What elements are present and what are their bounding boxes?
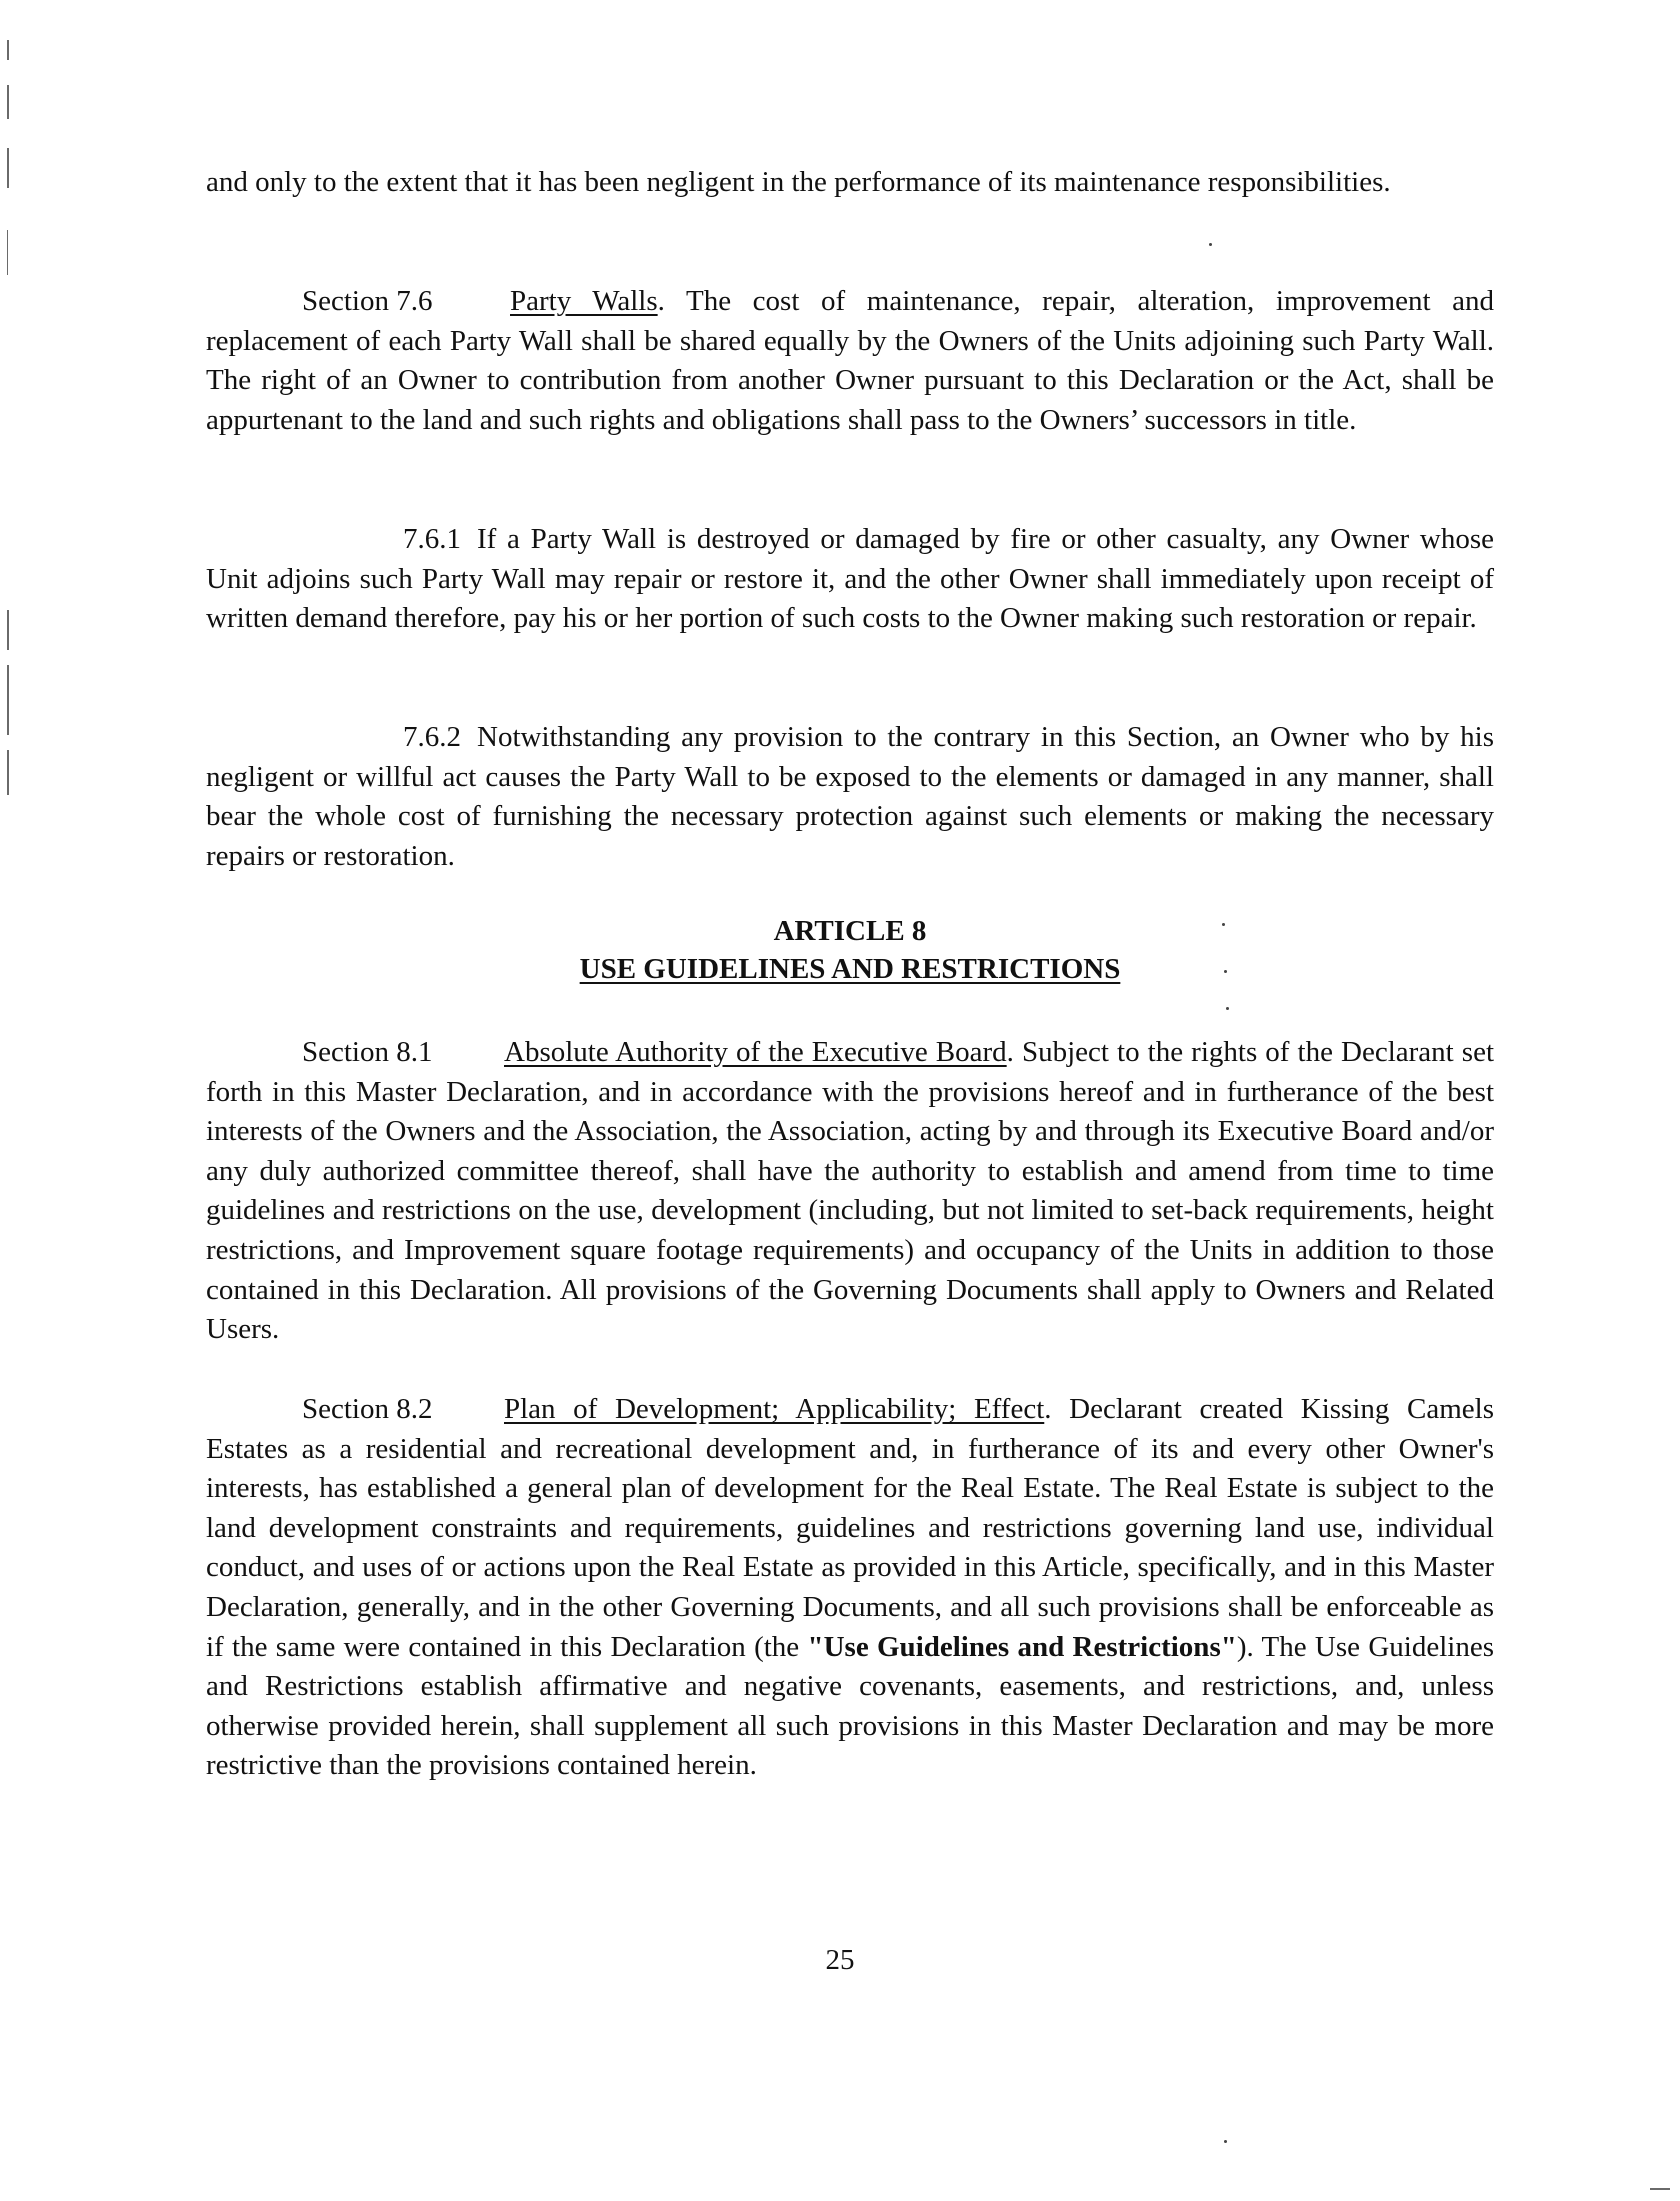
subsection-7-6-1-body: If a Party Wall is destroyed or damaged by fire or other casualty, any Owner whose Unit adjoins such Party Wall may repair or restore it, and the other Owner shall immediately upon receipt of written demand therefore, pay his or her portion of such costs to the Owner making such restoration or repair. (206, 523, 1494, 635)
section-7-6-body: The cost of maintenance, repair, alteration, improvement and replacement of each Party Wall shall be shared equally by the Owners of the Units adjoining such Party Wall. The right of an Owner to contribution from another Owner pursuant to this Declaration or the Act, shall be appurtenant to the land and such rights and obligations shall pass to the Owners’ successors in title. (206, 285, 1494, 436)
section-8-2-title: Plan of Development; Applicability; Effect (504, 1393, 1045, 1425)
section-8-2-body-a: Declarant created Kissing Camels Estates as a residential and recreational development and, in furtherance of its and every other Owner's interests, has established a general plan of development for the Real Estate. The Real Estate is subject to the land development constraints and requirements, guidelines and restrictions governing land use, individual conduct, and uses of or actions upon the Real Estate as provided in this Article, specifically, and in this Master Declaration, generally, and in the other Governing Documents, and all such provisions shall be enforceable as if the same were contained in this Declaration (the (206, 1393, 1495, 1663)
scan-artifact-left-7 (7, 750, 9, 795)
scan-artifact-corner (1650, 2188, 1670, 2190)
subsection-7-6-2 (206, 718, 1494, 876)
scan-artifact-left-3 (7, 148, 9, 188)
section-8-1: Section 8.1 Absolute Authority of the Executive Board. Subject to the rights of the Declarant set forth in this Master Declaration, and in accordance with the provisions hereof and in furtherance of the best interests of the Owners and the Association, the Association, acting by and through its Executive Board and/or any duly authorized committee thereof, shall have the authority to establish and amend from time to time guidelines and restrictions on the use, development (including, but not limited to set-back requirements, height restrictions, and Improvement square footage requirements) and occupancy of the Units in addition to those contained in this Declaration. All provisions of the Governing Documents shall apply to Owners and Related Users. (206, 1033, 1494, 1350)
section-8-2-number: Section 8.2 (302, 1393, 433, 1425)
scan-artifact-dot-4 (1226, 1007, 1229, 1010)
scan-artifact-left-1 (7, 40, 9, 60)
scan-artifact-left-2 (7, 85, 9, 119)
subsection-7-6-1 (206, 520, 1494, 639)
section-8-2-body-b: ). The Use Guidelines and Restrictions establish affirmative and negative covenants, easements, and restrictions, and, unless otherwise provided herein, shall supplement all such provisions in this Master Declaration and may be more restrictive than the provisions contained herein. (206, 1630, 1494, 1782)
article-subtitle: USE GUIDELINES AND RESTRICTIONS (579, 953, 1121, 985)
section-7-6: Section 7.6 Party Walls. The cost of maintenance, repair, alteration, improvement and replacement of each Party Wall shall be shared equally by the Owners of the Units adjoining such Party Wall. The right of an Owner to contribution from another Owner pursuant to this Declaration or the Act, shall be appurtenant to the land and such rights and obligations shall pass to the Owners’ successors in title. (206, 282, 1494, 440)
page-number: 25 (825, 1944, 855, 1976)
section-8-1-body: Subject to the rights of the Declarant set forth in this Master Declaration, and in accordance with the provisions hereof and in furtherance of the best interests of the Owners and the Association, the Association, acting by and through its Executive Board and/or any duly authorized committee thereof, shall have the authority to establish and amend from time to time guidelines and restrictions on the use, development (including, but not limited to set-back requirements, height restrictions, and Improvement square footage requirements) and occupancy of the Units in addition to those contained in this Declaration. All provisions of the Governing Documents shall apply to Owners and Related Users. (206, 1036, 1495, 1346)
section-8-2-defined-term: "Use Guidelines and Restrictions" (807, 1630, 1237, 1663)
section-7-6-number: Section 7.6 (302, 285, 433, 317)
paragraph-continuation-text: and only to the extent that it has been negligent in the performance of its maintenance responsibilities. (206, 166, 1391, 198)
section-8-2: Section 8.2 Plan of Development; Applicability; Effect. Declarant created Kissing Camels Estates as a residential and recreational development and, in furtherance of its and every other Owner's interests, has established a general plan of development for the Real Estate. The Real Estate is subject to the land development constraints and requirements, guidelines and restrictions governing land use, individual conduct, and uses of or actions upon the Real Estate as provided in this Article, specifically, and in this Master Declaration, generally, and in the other Governing Documents, and all such provisions shall be enforceable as if the same were contained in this Declaration (the "Use Guidelines and Restrictions"). The Use Guidelines and Restrictions establish affirmative and negative covenants, easements, and restrictions, and, unless otherwise provided herein, shall supplement all such provisions in this Master Declaration and may be more restrictive than the provisions contained herein. (206, 1390, 1494, 1786)
section-8-1-title: Absolute Authority of the Executive Board (504, 1036, 1007, 1068)
subsection-7-6-2-number: 7.6.2 (403, 721, 461, 753)
subsection-7-6-1-number: 7.6.1 (403, 523, 461, 555)
subsection-7-6-2-body: Notwithstanding any provision to the contrary in this Section, an Owner who by his negligent or willful act causes the Party Wall to be exposed to the elements or damaged in any manner, shall bear the whole cost of furnishing the necessary protection against such elements or making the necessary repairs or restoration. (206, 721, 1494, 872)
scan-artifact-left-4 (7, 230, 8, 275)
scan-artifact-left-5 (7, 610, 9, 650)
section-8-1-number: Section 8.1 (302, 1036, 433, 1068)
scan-artifact-left-6 (7, 665, 9, 735)
paragraph-continuation (206, 163, 1494, 203)
article-title: ARTICLE 8 (773, 915, 927, 947)
section-7-6-title: Party Walls (510, 285, 658, 317)
scan-artifact-dot-5 (1224, 2140, 1227, 2143)
scan-artifact-dot-1 (1209, 243, 1212, 246)
